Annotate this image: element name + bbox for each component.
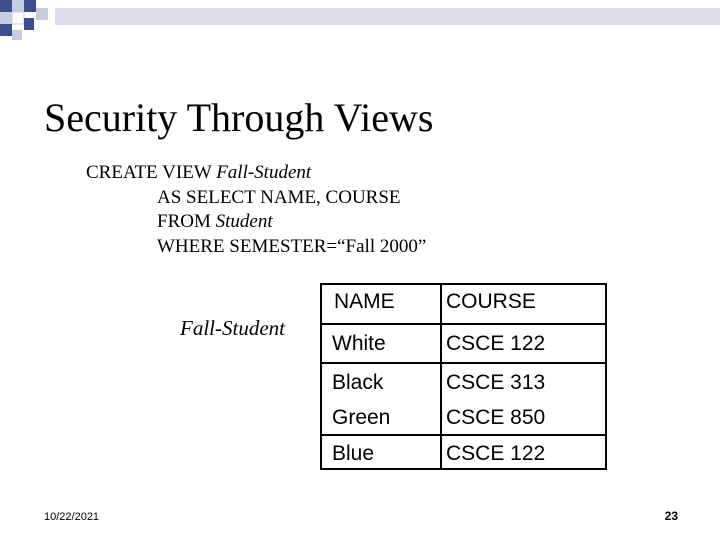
table-cell-name: White <box>332 332 386 355</box>
code-line-from <box>86 210 426 235</box>
table-row-divider <box>322 434 605 436</box>
create-view-keyword: CREATE VIEW <box>86 162 217 183</box>
table-cell-name: Black <box>332 371 384 394</box>
code-line-where: WHERE SEMESTER=“Fall 2000” <box>157 235 427 257</box>
table-row-divider <box>322 362 605 364</box>
table-cell-course: CSCE 122 <box>446 332 546 355</box>
view-table-label: Fall-Student <box>180 316 285 340</box>
view-name: Fall-Student <box>216 162 312 183</box>
table-cell-name: Green <box>332 406 391 429</box>
table-column-divider <box>440 285 442 468</box>
code-line-create-view <box>86 161 426 186</box>
page-number: 23 <box>664 509 678 523</box>
code-line-select: AS SELECT NAME, COURSE <box>157 186 401 208</box>
table-cell-course: CSCE 850 <box>446 406 546 429</box>
from-keyword: FROM <box>157 211 216 232</box>
table-cell-name: Blue <box>332 442 375 465</box>
table-header-divider <box>322 323 605 325</box>
from-table-name: Student <box>215 211 273 232</box>
table-cell-course: CSCE 122 <box>446 442 546 465</box>
slide-title: Security Through Views <box>44 95 434 140</box>
table-header-name: NAME <box>334 290 395 313</box>
footer-date: 10/22/2021 <box>44 511 100 523</box>
header-decoration <box>0 0 720 50</box>
table-cell-course: CSCE 313 <box>446 371 546 394</box>
sql-code-block <box>86 161 426 259</box>
table-header-course: COURSE <box>446 290 536 313</box>
view-result-table <box>320 283 607 470</box>
